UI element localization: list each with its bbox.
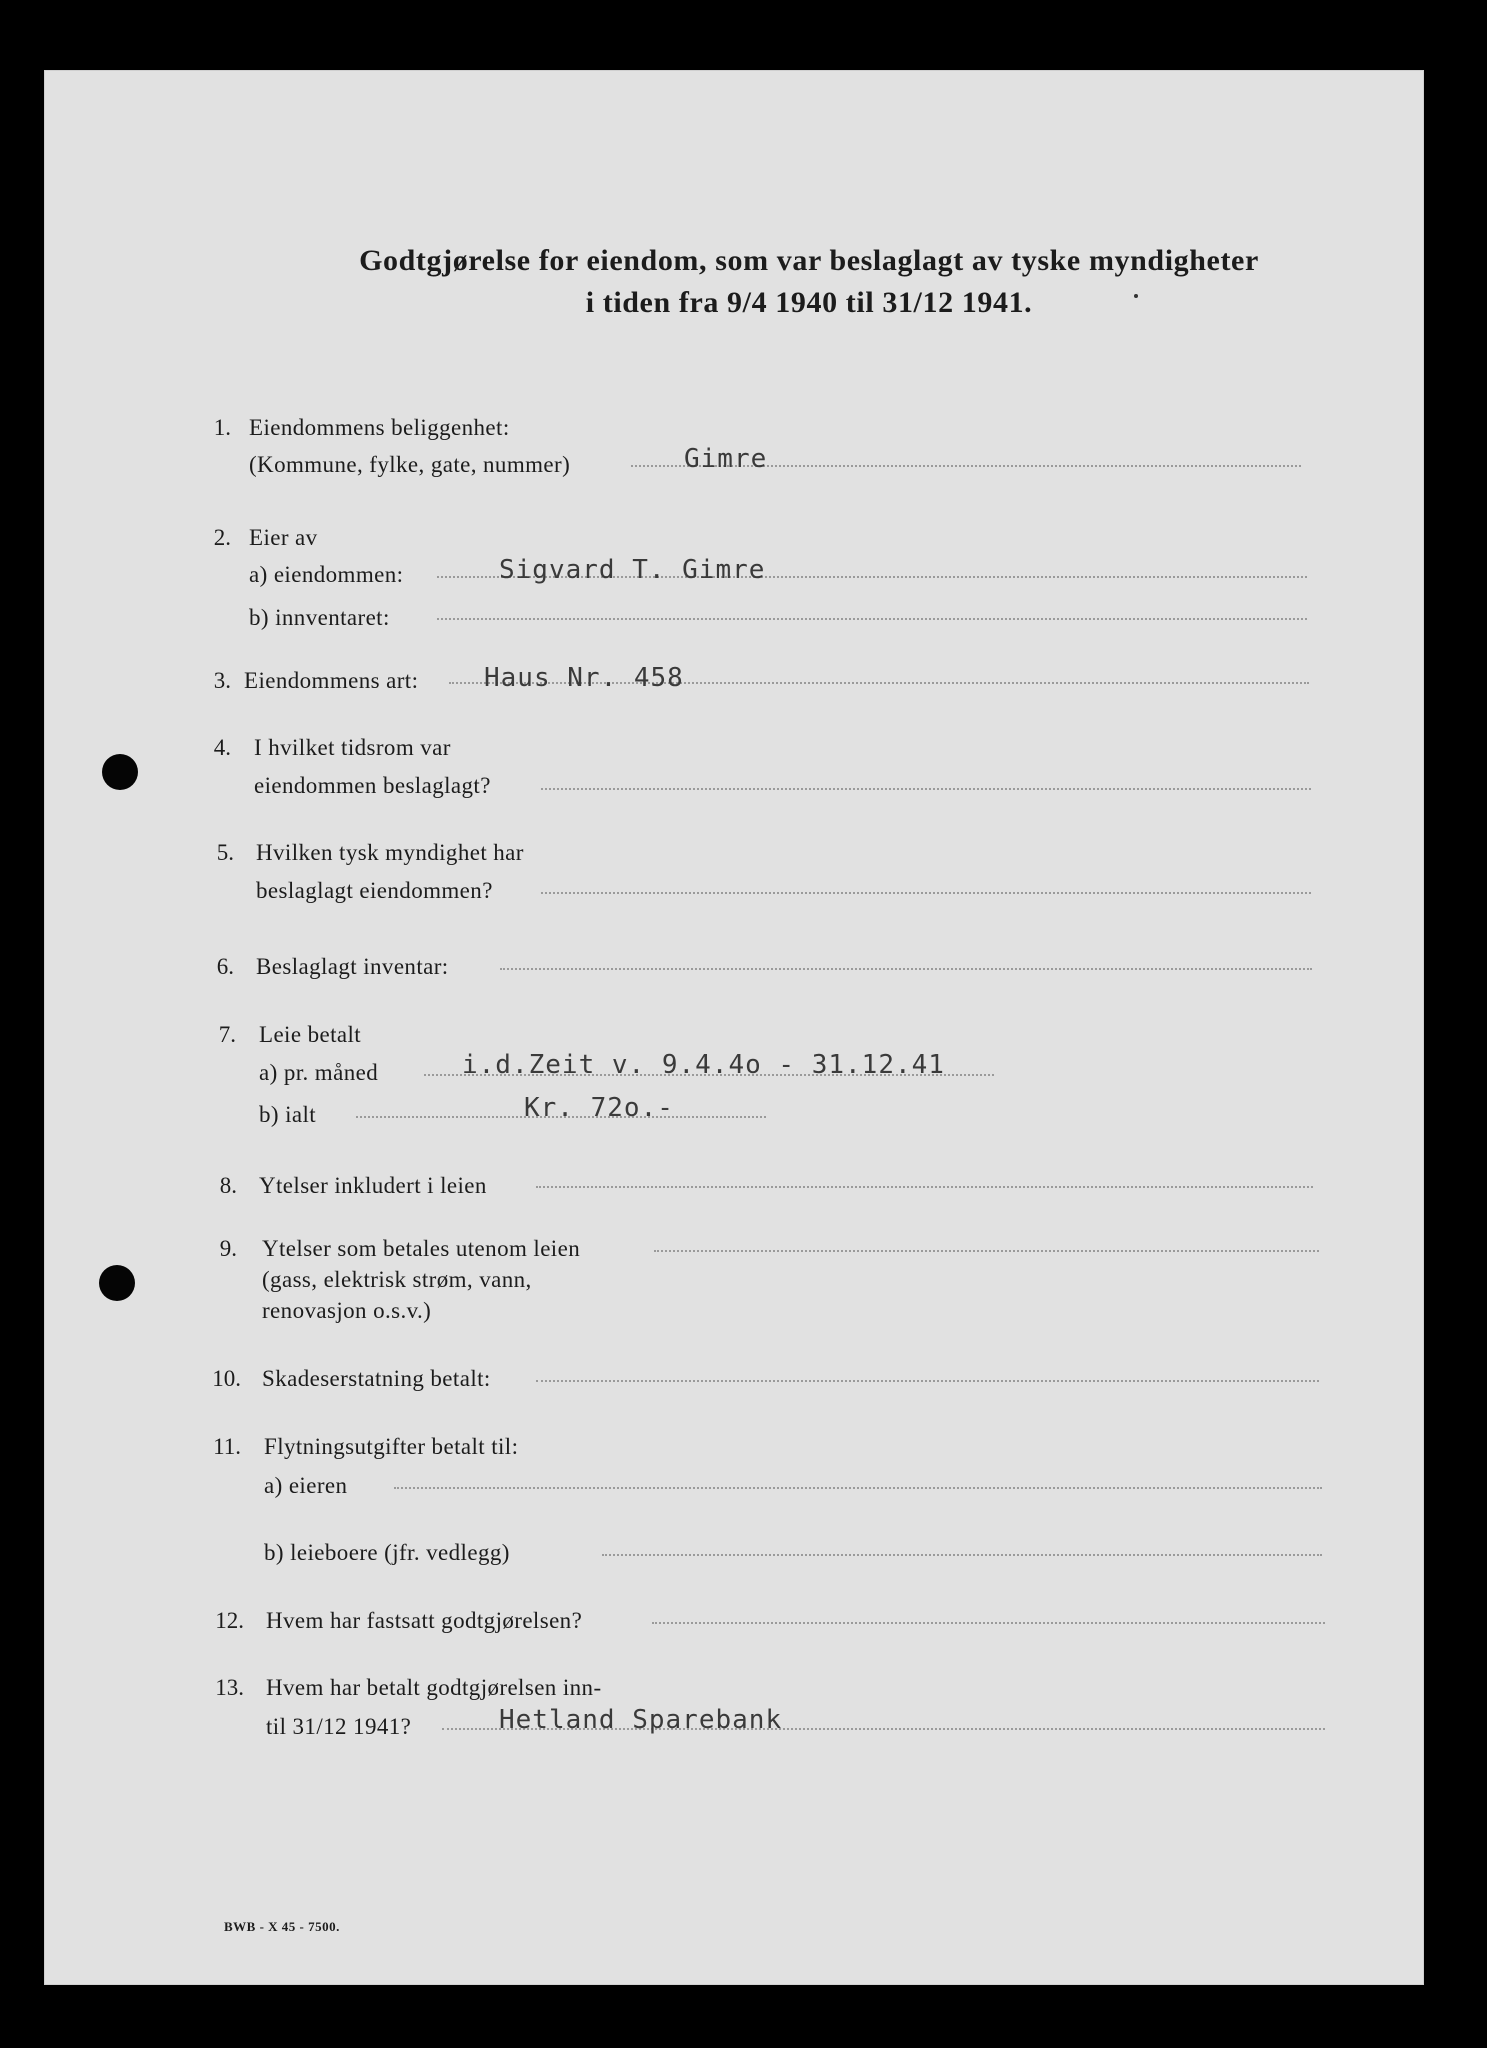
answer-line-5 bbox=[541, 892, 1311, 894]
item-sublabel-13: til 31/12 1941? bbox=[266, 1714, 412, 1739]
item-number-7: 7. bbox=[218, 1022, 236, 1047]
item-label-6: Beslaglagt inventar: bbox=[256, 954, 449, 979]
item-number-6: 6. bbox=[216, 954, 234, 979]
item-number-13: 13. bbox=[215, 1675, 244, 1700]
answer-1: Gimre bbox=[684, 444, 768, 474]
punch-hole-top bbox=[102, 754, 138, 790]
item-sublabel-9b: renovasjon o.s.v.) bbox=[262, 1298, 432, 1323]
answer-line-12 bbox=[652, 1622, 1325, 1624]
item-number-3: 3. bbox=[213, 668, 231, 693]
item-7a-label: a) pr. måned bbox=[259, 1060, 379, 1085]
item-label-4: I hvilket tidsrom var bbox=[254, 735, 451, 760]
item-2a-label: a) eiendommen: bbox=[249, 562, 404, 587]
item-label-1: Eiendommens beliggenhet: bbox=[249, 415, 510, 440]
answer-line-8 bbox=[536, 1186, 1313, 1188]
item-number-5: 5. bbox=[216, 840, 234, 865]
answer-line-11a bbox=[394, 1487, 1322, 1489]
item-label-7: Leie betalt bbox=[259, 1022, 362, 1047]
item-7b-label: b) ialt bbox=[259, 1102, 317, 1127]
form-footer-code: BWB - X 45 - 7500. bbox=[224, 1919, 340, 1934]
item-number-2: 2. bbox=[213, 525, 231, 550]
title-line-2: i tiden fra 9/4 1940 til 31/12 1941. bbox=[585, 286, 1033, 319]
answer-7a: i.d.Zeit v. 9.4.4o - 31.12.41 bbox=[462, 1050, 945, 1080]
title-line-1: Godtgjørelse for eiendom, som var beslaglagt av tyske myndigheter bbox=[359, 244, 1259, 277]
answer-13: Hetland Sparebank bbox=[499, 1705, 783, 1735]
form-sheet bbox=[44, 70, 1424, 1985]
answer-3: Haus Nr. 458 bbox=[484, 663, 684, 693]
item-number-10: 10. bbox=[212, 1366, 241, 1391]
item-label-13: Hvem har betalt godtgjørelsen inn- bbox=[266, 1675, 602, 1700]
item-number-4: 4. bbox=[213, 735, 231, 760]
item-label-10: Skadeserstatning betalt: bbox=[262, 1366, 491, 1391]
answer-line-10 bbox=[536, 1380, 1319, 1382]
item-number-1: 1. bbox=[213, 415, 231, 440]
item-label-8: Ytelser inkludert i leien bbox=[259, 1173, 487, 1198]
item-label-3: Eiendommens art: bbox=[244, 668, 419, 693]
item-sublabel-1: (Kommune, fylke, gate, nummer) bbox=[249, 452, 571, 477]
item-11a-label: a) eieren bbox=[264, 1473, 348, 1498]
item-label-2: Eier av bbox=[249, 525, 318, 550]
answer-line-9 bbox=[654, 1250, 1319, 1252]
item-2b-label: b) innventaret: bbox=[249, 605, 390, 630]
answer-line-2b bbox=[437, 618, 1307, 620]
item-label-9: Ytelser som betales utenom leien bbox=[262, 1236, 581, 1261]
item-label-5: Hvilken tysk myndighet har bbox=[256, 840, 524, 865]
answer-7b: Kr. 72o.- bbox=[524, 1093, 674, 1123]
answer-line-6 bbox=[500, 968, 1312, 970]
item-label-11: Flytningsutgifter betalt til: bbox=[264, 1434, 519, 1459]
item-sublabel-5: beslaglagt eiendommen? bbox=[256, 878, 493, 903]
punch-hole-bottom bbox=[99, 1265, 135, 1301]
answer-2a: Sigvard T. Gimre bbox=[499, 555, 766, 585]
answer-line-11b bbox=[602, 1554, 1322, 1556]
item-number-9: 9. bbox=[219, 1236, 237, 1261]
form-title bbox=[244, 240, 1374, 324]
item-sublabel-9a: (gass, elektrisk strøm, vann, bbox=[262, 1267, 532, 1292]
item-number-11: 11. bbox=[213, 1434, 241, 1459]
item-number-8: 8. bbox=[219, 1173, 237, 1198]
item-11b-label: b) leieboere (jfr. vedlegg) bbox=[264, 1540, 510, 1565]
item-label-12: Hvem har fastsatt godtgjørelsen? bbox=[266, 1608, 583, 1633]
answer-line-4 bbox=[541, 788, 1311, 790]
item-number-12: 12. bbox=[215, 1608, 244, 1633]
item-sublabel-4: eiendommen beslaglagt? bbox=[254, 773, 491, 798]
